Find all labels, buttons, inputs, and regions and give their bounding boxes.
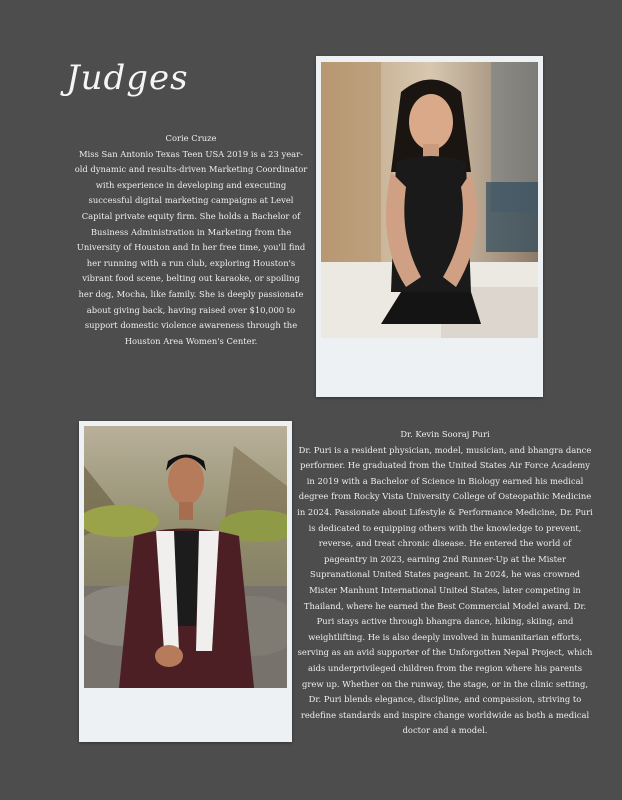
judge-bio-text: Dr. Puri is a resident physician, model, musician, and bhangra dance performer. He graduated from the United States Air Force Academy in 2019 with a Bachelor of Science in Biology earned his medical degree from Rocky Vista University College of Osteopathic Medicine in 2024. Passionate about Lifestyle & Performance Medicine, Dr. Puri is dedicated to equipping others with the knowledge to prevent, reverse, and treat chronic disease. He entered the world of pageantry in 2023, earning 2nd Runner-Up at the Mister Supranational United States pageant. In 2024, he was crowned Mister Manhunt International United States, later competing in Thailand, where he earned the Best Commercial Model award. Dr. Puri stays active through bhangra dance, hiking, skiing, and weightlifting. He is also deeply involved in humanitarian efforts, serving as an avid supporter of the Unforgotten Nepal Project, which aids underprivileged children from the region where his parents grew up. Whether on the runway, the stage, or in the clinic setting, Dr. Puri blends elegance, discipline, and compassion, striving to redefine standards and inspire change worldwide as both a medical doctor and a model. bbox=[297, 444, 593, 736]
judge-photo-kevin bbox=[84, 426, 287, 688]
judge-photo-frame bbox=[79, 421, 292, 742]
judge-photo-corie bbox=[321, 62, 538, 338]
judge-name: Dr. Kevin Sooraj Puri bbox=[400, 429, 490, 439]
judge-bio-corie bbox=[74, 131, 308, 349]
judge-bio-kevin bbox=[296, 427, 594, 739]
judge-bio-text: Miss San Antonio Texas Teen USA 2019 is a 23 year-old dynamic and results-driven Marketing Coordinator with experience in developing and executing successful digital marketing campaigns at Level Capital private equity firm. She holds a Bachelor of Business Administration in Marketing from the University of Houston and In her free time, you'll find her running with a run club, exploring Houston's vibrant food scene, belting out karaoke, or spoiling her dog, Mocha, like family. She is deeply passionate about giving back, having raised over $10,000 to support domestic violence awareness through the Houston Area Women's Center. bbox=[74, 148, 308, 346]
judge-photo-frame bbox=[316, 56, 543, 397]
page-title: Judges bbox=[66, 58, 189, 98]
judge-name: Corie Cruze bbox=[165, 133, 217, 143]
